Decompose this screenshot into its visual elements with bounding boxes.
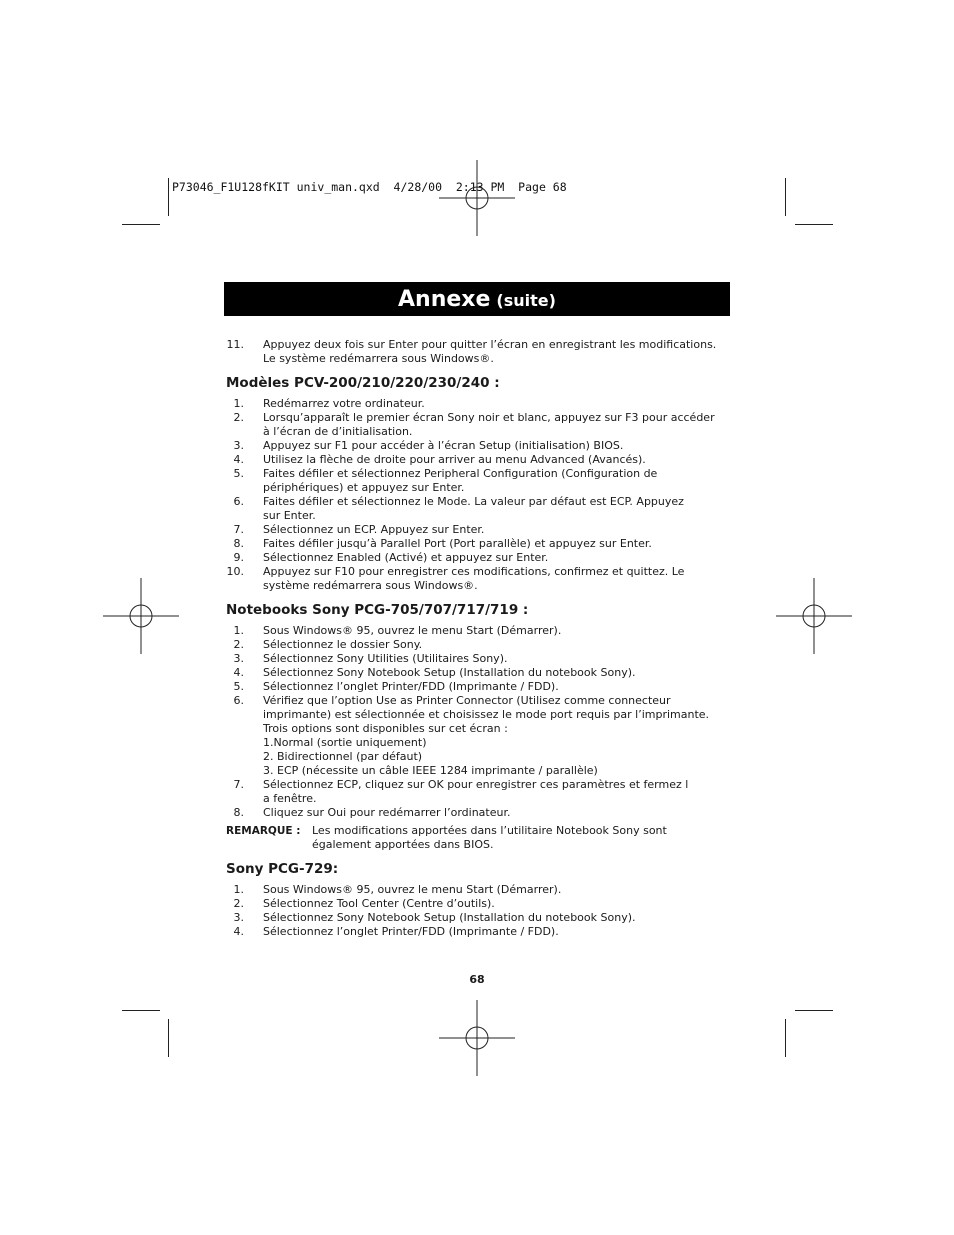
remark-label: REMARQUE : (226, 825, 301, 837)
item-number: 5. (233, 467, 244, 480)
item-text: Sélectionnez le dossier Sony. (263, 638, 423, 651)
list-item (226, 652, 732, 666)
crop-mark (795, 224, 833, 225)
item-number: 4. (233, 453, 244, 466)
crop-mark (122, 224, 160, 225)
item-number: 4. (233, 925, 244, 938)
notebook-steps-list (226, 624, 732, 820)
section-heading-notebooks: Notebooks Sony PCG-705/707/717/719 : (226, 602, 529, 618)
item-number: 4. (233, 666, 244, 679)
item-text: Faites défiler jusqu’à Parallel Port (Port parallèle) et appuyez sur Enter. (263, 537, 652, 550)
list-item (226, 523, 732, 537)
list-item (226, 638, 732, 652)
list-item (226, 537, 732, 551)
registration-mark-icon (439, 1000, 515, 1076)
list-item (226, 778, 732, 806)
intro-list (226, 338, 732, 366)
item-text: Lorsqu’apparaît le premier écran Sony noir et blanc, appuyez sur F3 pour accéder à l’écran de d’initialisation. (263, 411, 715, 438)
crop-mark (122, 1010, 160, 1011)
item-text: Vérifiez que l’option Use as Printer Connector (Utilisez comme connecteur imprimante) est sélectionnée et choisissez le mode port requis par l’imprimante. Trois options sont disponibles sur cet écran : 1.Normal (sortie uniquement) 2. Bidirectionnel (par défaut) 3. ECP (nécessite un câble IEEE 1284 imprimante / parallèle) (263, 694, 710, 777)
print-slug-line: P73046_F1U128fKIT univ_man.qxd 4/28/00 2:13 PM Page 68 (172, 180, 567, 194)
list-item (226, 806, 732, 820)
item-number: 11. (226, 338, 244, 351)
item-number: 9. (233, 551, 244, 564)
crop-mark (168, 1019, 169, 1057)
item-text: Sélectionnez Tool Center (Centre d’outils). (263, 897, 495, 910)
item-number: 3. (233, 652, 244, 665)
pcg729-steps-list (226, 883, 732, 939)
crop-mark (168, 178, 169, 216)
item-number: 6. (233, 495, 244, 508)
crop-mark (795, 1010, 833, 1011)
list-item (226, 551, 732, 565)
registration-mark-icon (103, 578, 179, 654)
item-number: 3. (233, 439, 244, 452)
item-number: 1. (233, 624, 244, 637)
item-text: Sélectionnez Sony Notebook Setup (Installation du notebook Sony). (263, 911, 636, 924)
item-number: 10. (226, 565, 244, 578)
item-text: Sous Windows® 95, ouvrez le menu Start (Démarrer). (263, 883, 562, 896)
page-number: 68 (469, 973, 485, 986)
list-item (226, 565, 732, 593)
document-body (226, 338, 732, 939)
item-text: Appuyez deux fois sur Enter pour quitter l’écran en enregistrant les modifications. Le système redémarrera sous Windows®. (263, 338, 717, 365)
item-text: Faites défiler et sélectionnez Peripheral Configuration (Configuration de périphériques) et appuyez sur Enter. (263, 467, 658, 494)
list-item (226, 338, 732, 366)
list-item (226, 495, 732, 523)
list-item (226, 624, 732, 638)
item-number: 7. (233, 523, 244, 536)
remark-note (226, 824, 732, 852)
item-number: 2. (233, 638, 244, 651)
item-text: Sélectionnez l’onglet Printer/FDD (Imprimante / FDD). (263, 680, 559, 693)
registration-mark-icon (776, 578, 852, 654)
list-item (226, 666, 732, 680)
list-item (226, 925, 732, 939)
item-number: 5. (233, 680, 244, 693)
item-text: Sélectionnez un ECP. Appuyez sur Enter. (263, 523, 485, 536)
item-text: Sélectionnez ECP, cliquez sur OK pour enregistrer ces paramètres et fermez l a fenêtre. (263, 778, 689, 805)
section-heading-pcv: Modèles PCV-200/210/220/230/240 : (226, 375, 500, 391)
item-text: Sélectionnez Sony Utilities (Utilitaires Sony). (263, 652, 508, 665)
item-number: 7. (233, 778, 244, 791)
item-number: 3. (233, 911, 244, 924)
list-item (226, 897, 732, 911)
item-number: 2. (233, 897, 244, 910)
item-text: Sous Windows® 95, ouvrez le menu Start (Démarrer). (263, 624, 562, 637)
remark-text: Les modifications apportées dans l’utilitaire Notebook Sony sont également apportées dans BIOS. (312, 824, 667, 851)
item-text: Sélectionnez Sony Notebook Setup (Installation du notebook Sony). (263, 666, 636, 679)
list-item (226, 883, 732, 897)
item-text: Sélectionnez l’onglet Printer/FDD (Imprimante / FDD). (263, 925, 559, 938)
list-item (226, 439, 732, 453)
item-text: Redémarrez votre ordinateur. (263, 397, 425, 410)
list-item (226, 694, 732, 778)
section-title-bar (224, 282, 730, 316)
list-item (226, 680, 732, 694)
item-number: 8. (233, 806, 244, 819)
list-item (226, 467, 732, 495)
crop-mark (785, 1019, 786, 1057)
item-text: Faites défiler et sélectionnez le Mode. La valeur par défaut est ECP. Appuyez sur Enter. (263, 495, 684, 522)
list-item (226, 397, 732, 411)
item-number: 1. (233, 883, 244, 896)
item-text: Appuyez sur F1 pour accéder à l’écran Setup (initialisation) BIOS. (263, 439, 624, 452)
item-text: Appuyez sur F10 pour enregistrer ces modifications, confirmez et quittez. Le système redémarrera sous Windows®. (263, 565, 685, 592)
item-number: 2. (233, 411, 244, 424)
item-text: Cliquez sur Oui pour redémarrer l’ordinateur. (263, 806, 511, 819)
item-text: Utilisez la flèche de droite pour arriver au menu Advanced (Avancés). (263, 453, 646, 466)
crop-mark (785, 178, 786, 216)
list-item (226, 453, 732, 467)
page-subtitle: (suite) (496, 291, 556, 310)
item-number: 8. (233, 537, 244, 550)
pcv-steps-list (226, 397, 732, 593)
page-title: Annexe (398, 286, 491, 312)
item-text: Sélectionnez Enabled (Activé) et appuyez sur Enter. (263, 551, 549, 564)
list-item (226, 911, 732, 925)
item-number: 1. (233, 397, 244, 410)
section-heading-pcg729: Sony PCG-729: (226, 861, 339, 877)
list-item (226, 411, 732, 439)
item-number: 6. (233, 694, 244, 707)
registration-mark-icon (439, 160, 515, 236)
